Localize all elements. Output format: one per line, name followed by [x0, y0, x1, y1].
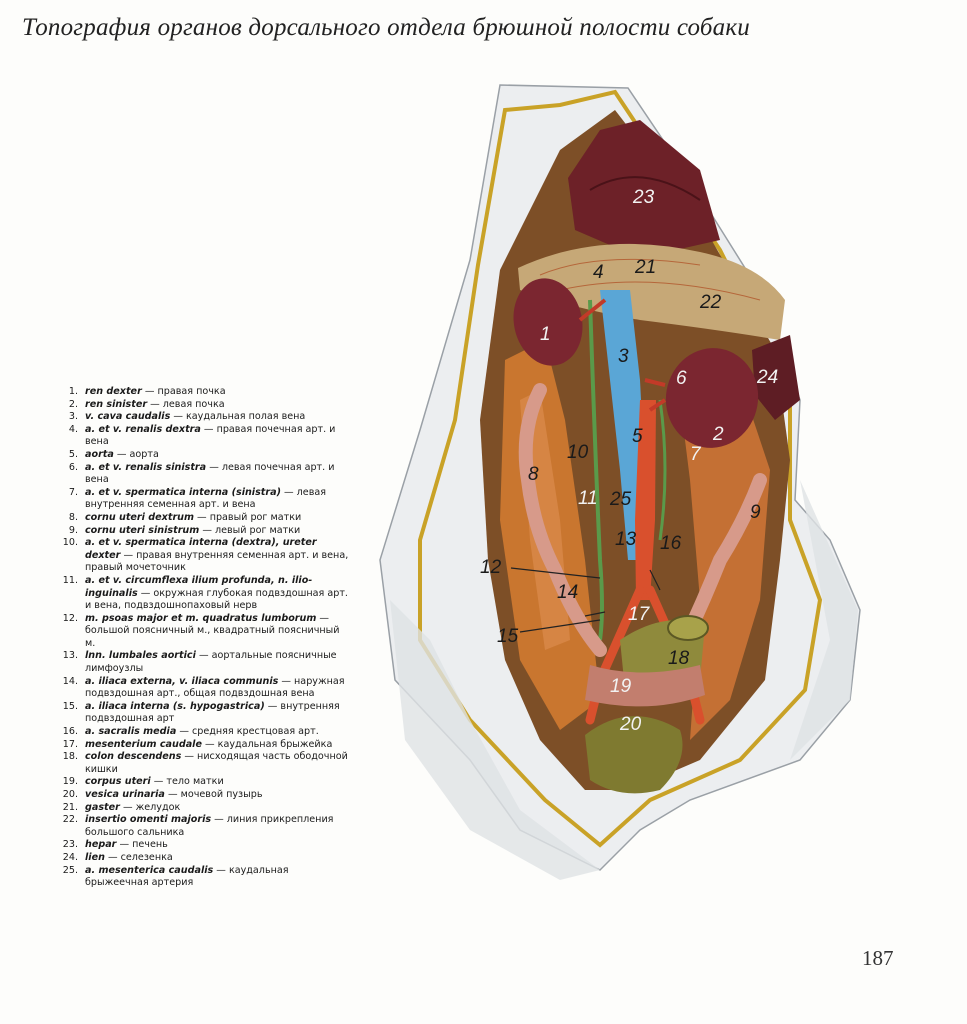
legend-item [58, 865, 350, 890]
legend-russian: — правая почечная арт. и вена [85, 423, 336, 448]
legend [58, 386, 350, 890]
legend-item [58, 852, 350, 865]
legend-russian: — левая внутренняя семенная арт. и вена [85, 486, 327, 511]
legend-item [58, 449, 350, 462]
legend-russian: — средняя крестцовая арт. [176, 726, 319, 738]
callout-10: 10 [567, 442, 589, 463]
callout-12: 12 [480, 557, 502, 578]
legend-russian: — селезенка [104, 851, 173, 863]
legend-latin: gaster [85, 801, 120, 813]
legend-number: 24. [62, 851, 78, 863]
callout-19: 19 [610, 676, 632, 697]
legend-russian: — каудальная брыжеечная артерия [85, 864, 289, 889]
legend-latin: a. et v. circumflexa ilium profunda, n. ilio-inguinalis [85, 574, 313, 599]
callout-6: 6 [676, 368, 687, 389]
legend-latin: a. et v. renalis dextra [85, 423, 201, 435]
legend-item [58, 676, 350, 701]
callout-16: 16 [660, 533, 682, 554]
legend-number: 12. [62, 612, 78, 624]
legend-item [58, 613, 350, 651]
callout-11: 11 [578, 488, 598, 509]
callout-21: 21 [635, 257, 657, 278]
legend-russian: — правая внутренняя семенная арт. и вена, правый мочеточник [85, 549, 349, 574]
legend-russian: — внутренняя подвздошная арт [85, 700, 340, 725]
legend-latin: a. iliaca externa, v. iliaca communis [85, 675, 279, 687]
callout-3: 3 [618, 346, 629, 367]
legend-number: 8. [68, 511, 78, 523]
legend-russian: — печень [116, 839, 168, 851]
legend-number: 1. [68, 386, 78, 397]
legend-number: 15. [62, 700, 78, 712]
legend-russian: — правая почка [141, 386, 226, 397]
legend-number: 17. [62, 738, 78, 750]
legend-latin: cornu uteri sinistrum [85, 524, 200, 536]
legend-russian: — каудальная полая вена [170, 411, 306, 423]
legend-russian: — большой поясничный м., квадратный поясничный м. [85, 612, 340, 649]
legend-russian: — аорта [113, 448, 159, 460]
legend-item [58, 789, 350, 802]
legend-russian: — левая почка [147, 398, 225, 410]
legend-number: 2. [68, 398, 78, 410]
legend-latin: mesenterium caudale [85, 738, 202, 750]
legend-latin: m. psoas major et m. quadratus lumborum [85, 612, 317, 624]
legend-latin: a. et v. renalis sinistra [85, 461, 207, 473]
legend-russian: — наружная подвздошная арт., общая подвздошная вена [85, 675, 345, 700]
callout-14: 14 [557, 582, 579, 603]
legend-number: 7. [68, 486, 78, 498]
legend-russian: — тело матки [150, 776, 224, 788]
legend-number: 11. [62, 574, 78, 586]
legend-number: 6. [68, 461, 78, 473]
legend-number: 25. [62, 864, 78, 876]
legend-item [58, 575, 350, 613]
legend-latin: lien [85, 851, 105, 863]
legend-item [58, 776, 350, 789]
legend-number: 22. [62, 814, 78, 826]
page-number: 187 [862, 946, 894, 970]
legend-russian: — аортальные поясничные лимфоузлы [85, 650, 337, 675]
legend-number: 16. [62, 726, 78, 738]
legend-number: 19. [62, 776, 78, 788]
legend-item [58, 802, 350, 815]
legend-number: 5. [68, 448, 78, 460]
legend-latin: v. cava caudalis [85, 411, 171, 423]
legend-item [58, 462, 350, 487]
legend-item [58, 739, 350, 752]
legend-latin: lnn. lumbales aortici [85, 650, 196, 662]
legend-latin: a. et v. spermatica interna (sinistra) [85, 486, 281, 498]
callout-4: 4 [593, 262, 604, 283]
legend-item [58, 814, 350, 839]
legend-item [58, 751, 350, 776]
legend-latin: hepar [85, 839, 117, 851]
legend-number: 13. [62, 650, 78, 662]
legend-item [58, 487, 350, 512]
callout-20: 20 [620, 714, 642, 735]
legend-item [58, 386, 350, 399]
legend-russian: — нисходящая часть ободочной кишки [85, 751, 348, 775]
legend-item [58, 537, 350, 575]
callout-2: 2 [713, 424, 724, 445]
legend-item [58, 650, 350, 675]
callout-17: 17 [628, 604, 650, 625]
callout-24: 24 [757, 367, 779, 388]
legend-russian: — линия прикрепления большого сальника [85, 814, 334, 838]
legend-russian: — левая почечная арт. и вена [85, 461, 335, 486]
legend-number: 18. [62, 751, 78, 763]
callout-25: 25 [610, 489, 632, 510]
legend-latin: a. mesenterica caudalis [85, 864, 214, 876]
legend-latin: cornu uteri dextrum [85, 511, 194, 523]
legend-latin: colon descendens [85, 751, 182, 763]
legend-russian: — правый рог матки [194, 511, 302, 523]
legend-number: 14. [62, 675, 78, 687]
legend-latin: a. et v. spermatica interna (dextra), ureter dexter [85, 537, 317, 561]
legend-latin: ren sinister [85, 398, 148, 410]
legend-number: 10. [62, 537, 78, 549]
legend-item [58, 512, 350, 525]
legend-item [58, 525, 350, 538]
legend-item [58, 839, 350, 852]
legend-latin: vesica urinaria [85, 789, 165, 800]
legend-item [58, 701, 350, 726]
legend-russian: — каудальная брыжейка [201, 738, 333, 750]
callout-23: 23 [633, 187, 655, 208]
callout-7: 7 [690, 444, 701, 465]
legend-latin: a. iliaca interna (s. hypogastrica) [85, 700, 265, 712]
legend-number: 21. [62, 801, 78, 813]
callout-18: 18 [668, 648, 690, 669]
legend-item [58, 726, 350, 739]
legend-item [58, 424, 350, 449]
legend-russian: — мочевой пузырь [164, 789, 263, 800]
legend-russian: — левый рог матки [199, 524, 301, 536]
legend-item [58, 399, 350, 412]
legend-latin: insertio omenti majoris [85, 814, 212, 826]
callout-9: 9 [750, 502, 761, 523]
legend-latin: corpus uteri [85, 776, 151, 788]
legend-latin: a. sacralis media [85, 726, 177, 738]
callout-13: 13 [615, 529, 637, 550]
legend-number: 4. [68, 423, 78, 435]
legend-russian: — окружная глубокая подвздошная арт. и вена, подвздошнопаховый нерв [85, 587, 348, 612]
page-title: Топография органов дорсального отдела брюшной полости собаки [22, 14, 750, 41]
legend-russian: — желудок [119, 801, 181, 813]
callout-22: 22 [700, 292, 722, 313]
callout-15: 15 [497, 626, 519, 647]
legend-number: 20. [62, 789, 78, 800]
legend-latin: ren dexter [85, 386, 142, 397]
legend-number: 23. [62, 839, 78, 851]
legend-number: 3. [68, 411, 78, 423]
legend-item [58, 411, 350, 424]
callout-1: 1 [540, 324, 551, 345]
legend-number: 9. [68, 524, 78, 536]
callout-5: 5 [632, 426, 643, 447]
callout-8: 8 [528, 464, 539, 485]
legend-latin: aorta [85, 448, 114, 460]
